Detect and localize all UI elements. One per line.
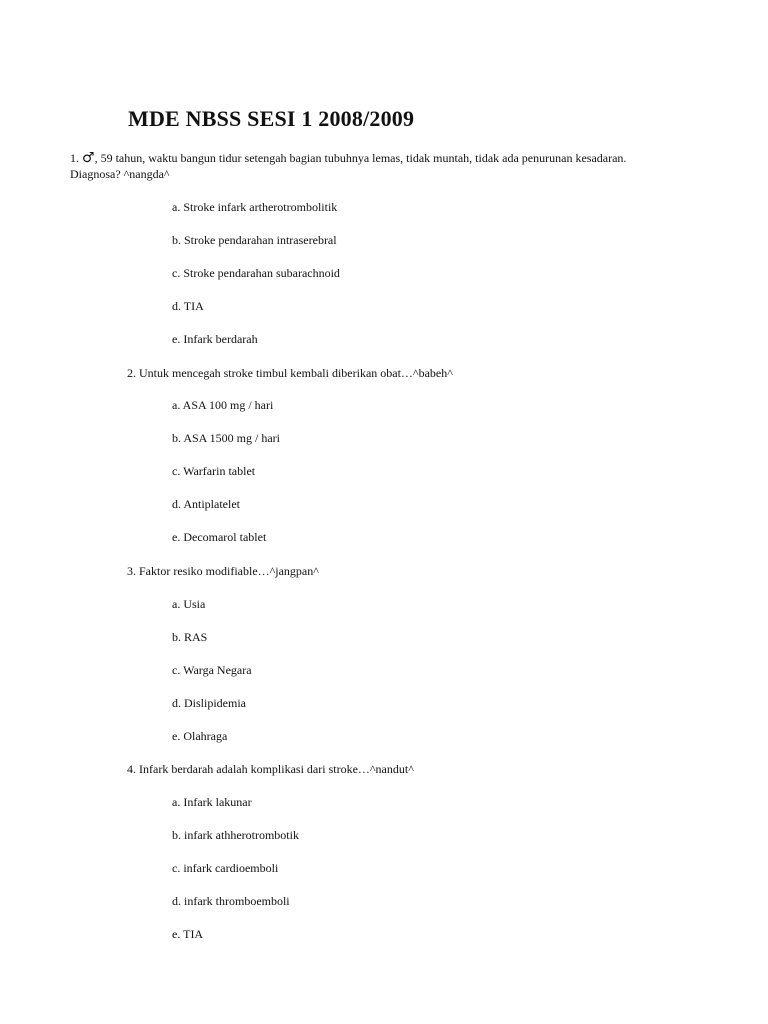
option-4a: a. Infark lakunar [172,795,252,809]
question-1-text-continued: Diagnosa? ^nangda^ [70,167,170,181]
option-3b: b. RAS [172,630,208,644]
option-2b: b. ASA 1500 mg / hari [172,431,281,445]
option-4c: c. infark cardioemboli [172,861,279,875]
option-1b: b. Stroke pendarahan intraserebral [172,233,337,247]
option-4e: e. TIA [172,927,204,941]
question-2-text: 2. Untuk mencegah stroke timbul kembali diberikan obat…^babeh^ [127,366,453,380]
option-2a: a. ASA 100 mg / hari [172,398,274,412]
option-1a: a. Stroke infark artherotrombolitik [172,200,338,214]
male-symbol-icon: ♂ [82,150,95,166]
option-4b: b. infark athherotrombotik [172,828,299,842]
question-text: , 59 tahun, waktu bangun tidur setengah bagian tubuhnya lemas, tidak muntah, tidak ada penurunan kesadaran. [94,151,627,165]
option-1c: c. Stroke pendarahan subarachnoid [172,266,340,280]
option-2d: d. Antiplatelet [172,497,240,511]
question-1-text [70,150,626,166]
question-3-text: 3. Faktor resiko modifiable…^jangpan^ [127,564,319,578]
option-3e: e. Olahraga [172,729,228,743]
option-2c: c. Warfarin tablet [172,464,256,478]
option-4d: d. infark thromboemboli [172,894,290,908]
option-3c: c. Warga Negara [172,663,252,677]
page-title: MDE NBSS SESI 1 2008/2009 [128,106,415,131]
option-3a: a. Usia [172,597,206,611]
option-1d: d. TIA [172,299,204,313]
question-number: 1. [70,151,79,165]
question-4-text: 4. Infark berdarah adalah komplikasi dari stroke…^nandut^ [127,762,414,776]
option-1e: e. Infark berdarah [172,332,258,346]
option-2e: e. Decomarol tablet [172,530,267,544]
option-3d: d. Dislipidemia [172,696,246,710]
